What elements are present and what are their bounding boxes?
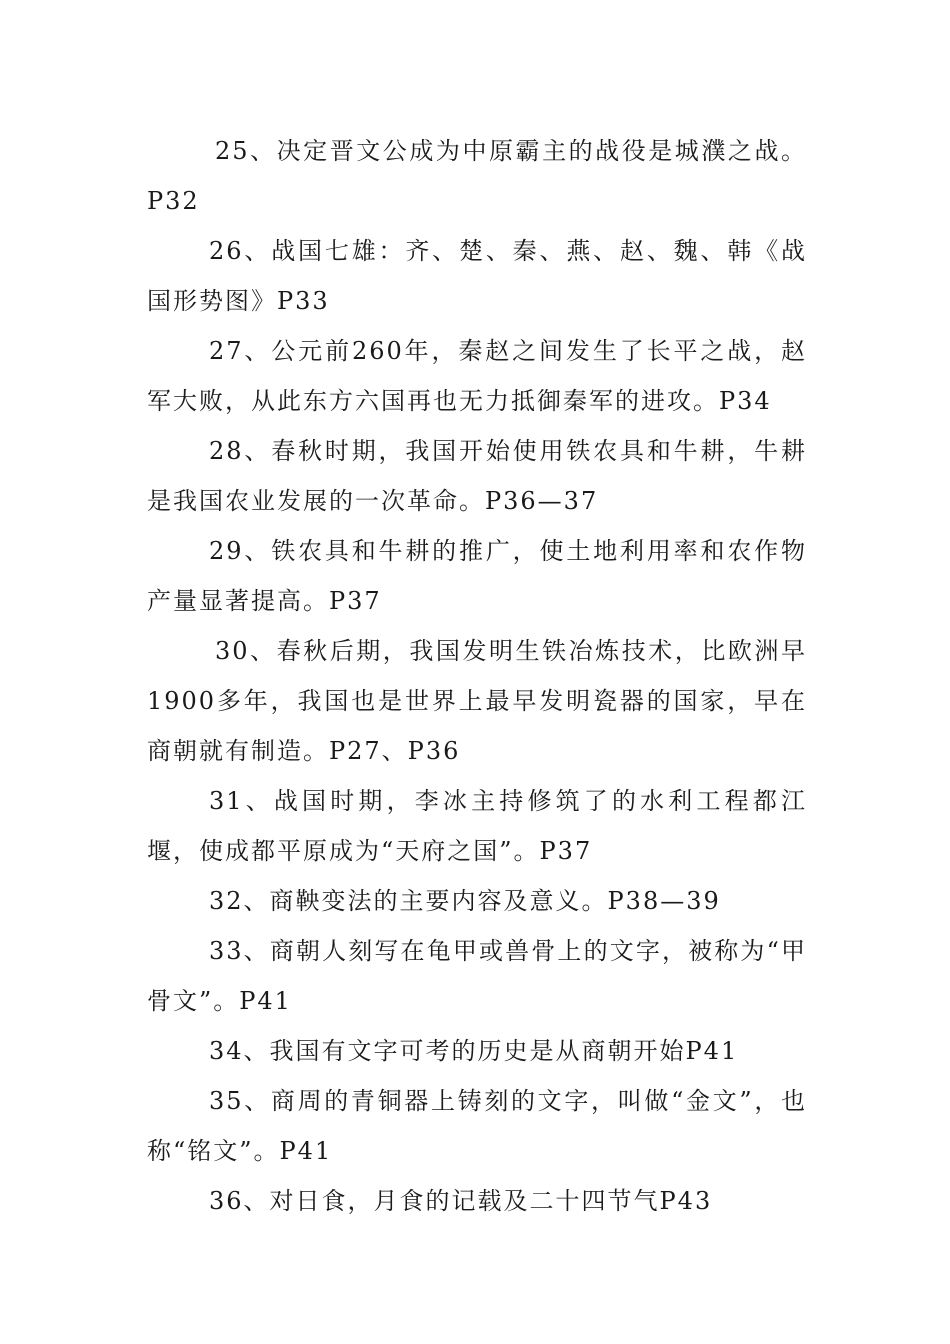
list-item: 30、春秋后期，我国发明生铁冶炼技术，比欧洲早1900多年，我国也是世界上最早发明瓷器的国家，早在商朝就有制造。P27、P36 [147, 637, 807, 765]
list-item: 25、决定晋文公成为中原霸主的战役是城濮之战。P32 [147, 137, 807, 215]
list-item: 26、战国七雄：齐、楚、秦、燕、赵、魏、韩《战国形势图》P33 [147, 237, 807, 315]
list-item: 32、商鞅变法的主要内容及意义。P38—39 [209, 887, 721, 915]
list-item: 36、对日食，月食的记载及二十四节气P43 [209, 1187, 713, 1215]
list-item: 27、公元前260年，秦赵之间发生了长平之战，赵军大败，从此东方六国再也无力抵御秦军的进攻。P34 [147, 337, 807, 415]
list-item: 33、商朝人刻写在龟甲或兽骨上的文字，被称为“甲骨文”。P41 [147, 937, 807, 1015]
list-item: 35、商周的青铜器上铸刻的文字，叫做“金文”，也称“铭文”。P41 [147, 1087, 807, 1165]
list-item: 29、铁农具和牛耕的推广，使土地利用率和农作物产量显著提高。P37 [147, 537, 807, 615]
list-item: 34、我国有文字可考的历史是从商朝开始P41 [209, 1037, 739, 1065]
list-item: 31、战国时期，李冰主持修筑了的水利工程都江堰，使成都平原成为“天府之国”。P37 [147, 787, 807, 865]
document-body [147, 126, 807, 1226]
list-item: 28、春秋时期，我国开始使用铁农具和牛耕，牛耕是我国农业发展的一次革命。P36—37 [147, 437, 807, 515]
